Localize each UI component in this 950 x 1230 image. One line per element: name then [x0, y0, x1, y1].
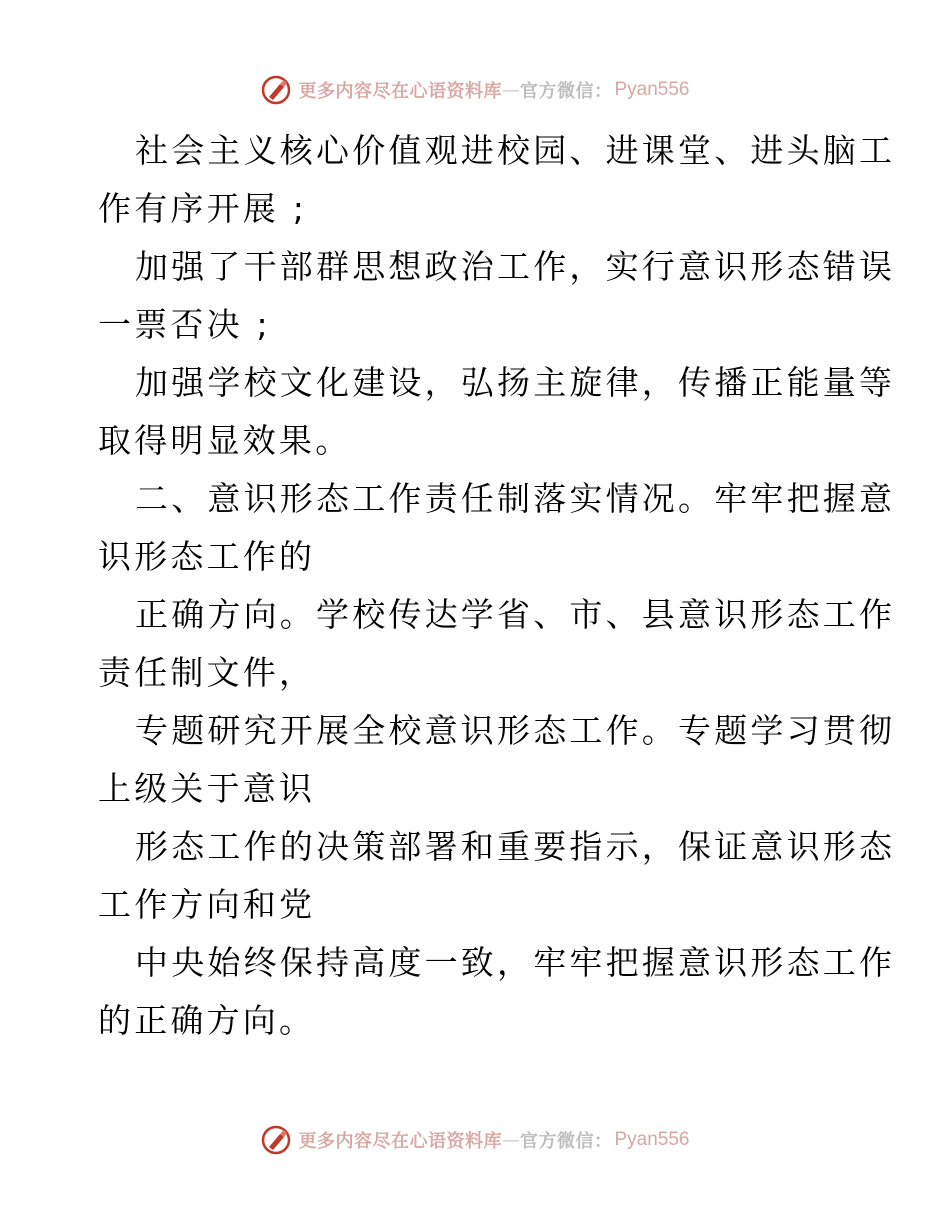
wechat-label: 官方微信：: [519, 81, 613, 102]
text-line: 一票否决 ;: [98, 305, 271, 344]
banner-separator: —: [501, 79, 520, 101]
wechat-id: Pyan556: [614, 79, 690, 100]
banner-separator: —: [501, 1129, 520, 1151]
text-line: 中央始终保持高度一致，牢牢把握意识形态工作: [135, 943, 896, 982]
wechat-id: Pyan556: [614, 1129, 690, 1150]
text-line: 作有序开展 ;: [98, 189, 308, 228]
wechat-label: 官方微信：: [519, 1131, 613, 1152]
text-line: 责任制文件，: [98, 653, 316, 692]
text-line: 取得明显效果。: [98, 421, 352, 460]
text-line: 上级关于意识: [98, 769, 316, 808]
pen-nib-circle-icon: [260, 74, 292, 106]
brand-text: 更多内容尽在心语资料库: [298, 81, 502, 102]
text-line: 的正确方向。: [98, 1001, 316, 1040]
text-line: 专题研究开展全校意识形态工作。专题学习贯彻: [135, 711, 896, 750]
text-line: 二、意识形态工作责任制落实情况。牢牢把握意: [135, 479, 896, 518]
text-line: 识形态工作的: [98, 537, 316, 576]
text-line: 工作方向和党: [98, 885, 316, 924]
document-body: [98, 122, 896, 1050]
brand-text: 更多内容尽在心语资料库: [298, 1131, 502, 1152]
text-line: 形态工作的决策部署和重要指示，保证意识形态: [135, 827, 896, 866]
text-line: 正确方向。学校传达学省、市、县意识形态工作: [135, 595, 896, 634]
text-line: 社会主义核心价值观进校园、进课堂、进头脑工: [135, 131, 896, 170]
footer-watermark: [0, 1120, 950, 1160]
text-line: 加强学校文化建设，弘扬主旋律，传播正能量等: [135, 363, 896, 402]
pen-nib-circle-icon: [260, 1124, 292, 1156]
text-line: 加强了干部群思想政治工作，实行意识形态错误: [135, 247, 896, 286]
header-watermark: [0, 70, 950, 110]
